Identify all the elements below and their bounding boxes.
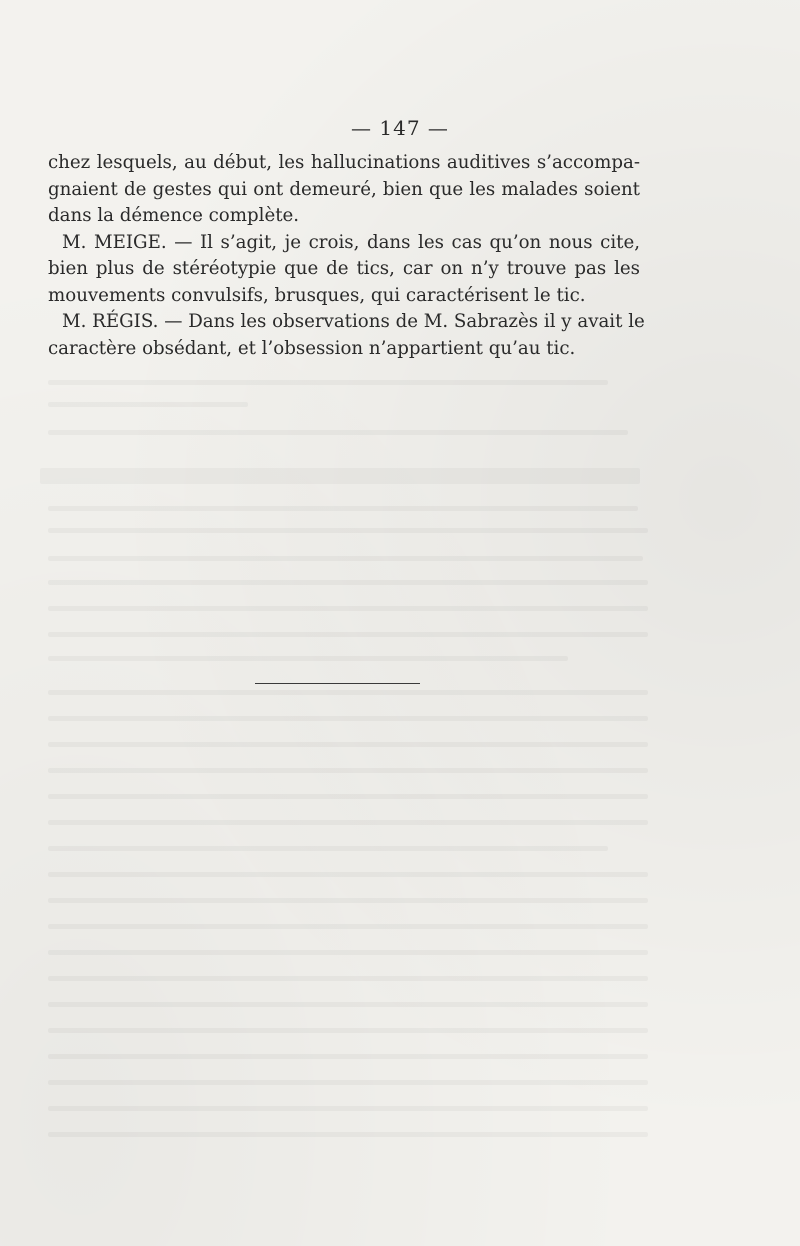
bleed-line <box>48 656 568 661</box>
bleed-line <box>48 1054 648 1059</box>
text-line: chez lesquels, au début, les hallucinations auditives s’accompa- <box>48 152 640 173</box>
paragraph-meige <box>48 230 640 310</box>
bleed-line <box>48 924 648 929</box>
bleed-line <box>48 976 648 981</box>
bleed-heading <box>40 468 640 484</box>
bleed-line <box>48 632 648 637</box>
page-number: — 147 — <box>351 116 449 140</box>
bleed-line <box>48 742 648 747</box>
text-line: M. MEIGE. — Il s’agit, je crois, dans les cas qu’on nous cite, <box>62 231 640 253</box>
bleed-line <box>48 430 628 435</box>
text-line: dans la démence complète. <box>48 205 300 226</box>
text-line: M. RÉGIS. — Dans les observations de M. Sabrazès il y avait le <box>62 311 645 332</box>
bleed-line <box>48 506 638 511</box>
bleed-line <box>48 606 648 611</box>
bleed-line <box>48 556 643 561</box>
text-line: gnaient de gestes qui ont demeuré, bien que les malades soient <box>48 178 640 200</box>
body-text <box>48 150 645 362</box>
bleed-line <box>48 528 648 533</box>
bleed-line <box>48 950 648 955</box>
bleed-line <box>48 846 608 851</box>
text-line: caractère obsédant, et l’obsession n’appartient qu’au tic. <box>48 337 576 359</box>
bleed-line <box>48 794 648 799</box>
bleed-line <box>48 1080 648 1085</box>
bleed-line <box>48 1106 648 1111</box>
bleed-line <box>48 402 248 407</box>
bleed-line <box>48 716 648 721</box>
bleed-line <box>48 1132 648 1137</box>
section-divider <box>255 683 420 684</box>
text-line: bien plus de stéréotypie que de tics, car on n’y trouve pas les <box>48 258 640 279</box>
bleed-line <box>48 898 648 903</box>
bleed-line <box>48 768 648 773</box>
text-line: mouvements convulsifs, brusques, qui caractérisent le tic. <box>48 284 586 306</box>
bleed-line <box>48 580 648 585</box>
bleed-line <box>48 1002 648 1007</box>
bleed-line <box>48 872 648 877</box>
bleed-line <box>48 820 648 825</box>
bleed-line <box>48 380 608 385</box>
paragraph-regis <box>48 309 645 362</box>
bleed-line <box>48 1028 648 1033</box>
bleed-line <box>48 690 648 695</box>
paragraph-continuation <box>48 150 640 230</box>
